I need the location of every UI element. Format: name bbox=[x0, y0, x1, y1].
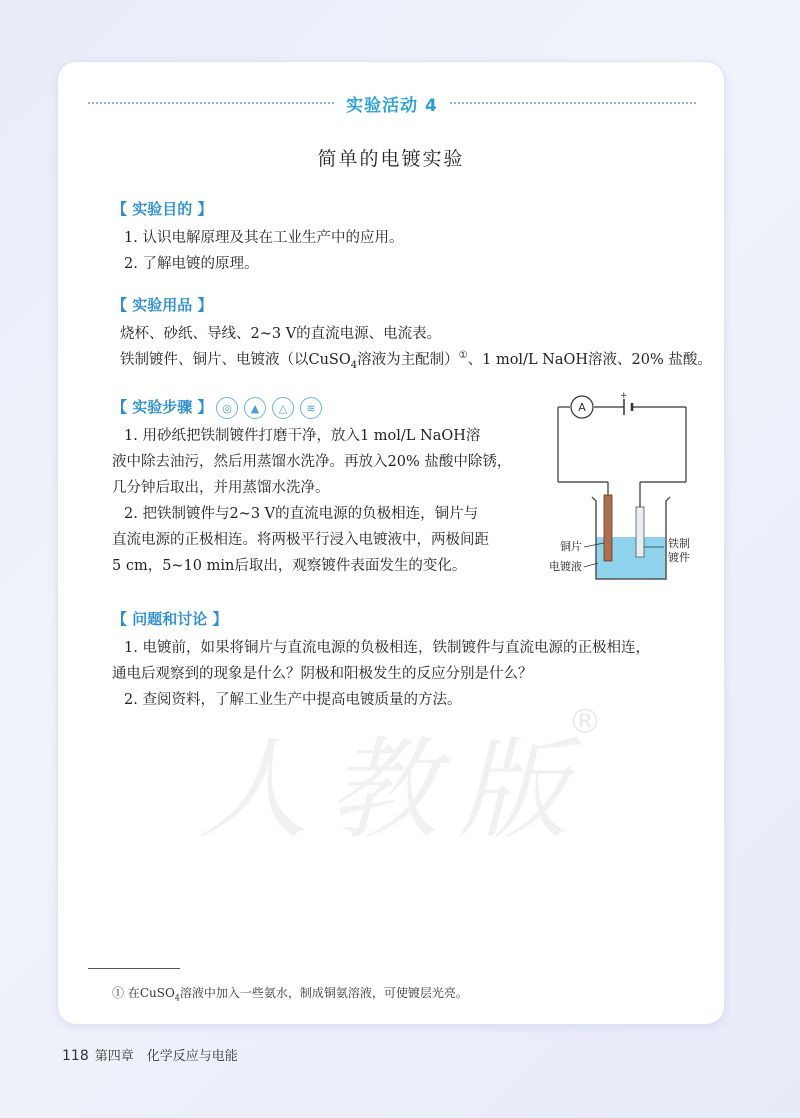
footnote-marker[interactable]: ① bbox=[458, 350, 468, 362]
goggles-icon: ◎ bbox=[216, 397, 238, 419]
materials-line-2-part-b: 溶液为主配制） bbox=[357, 352, 459, 368]
registered-mark: ® bbox=[568, 702, 602, 742]
steps-heading: 【 实验步骤 】 bbox=[112, 398, 213, 416]
steps-line-4: 2. 把铁制镀件与2~3 V的直流电源的负极相连，铜片与 bbox=[124, 506, 479, 522]
safety-icons bbox=[216, 397, 322, 419]
label-iron-1: 铁制 bbox=[668, 537, 690, 550]
hazard-icon: ▲ bbox=[244, 397, 266, 419]
footnote-subscript: 4 bbox=[174, 993, 180, 1003]
dotted-divider-right bbox=[450, 102, 696, 104]
purpose-item-2: 2. 了解电镀的原理。 bbox=[124, 256, 259, 272]
circuit-wires bbox=[558, 407, 686, 507]
materials-line-2-part-a: 铁制镀件、铜片、电镀液（以CuSO bbox=[120, 352, 351, 368]
steps-line-2: 液中除去油污，然后用蒸馏水洗净。再放入20% 盐酸中除锈， bbox=[112, 454, 512, 470]
label-solution: 电镀液 bbox=[549, 560, 582, 573]
steps-line-6: 5 cm，5~10 min后取出，观察镀件表面发生的变化。 bbox=[112, 558, 467, 574]
page-footer bbox=[62, 1045, 238, 1064]
materials-line-2-subscript: 4 bbox=[350, 359, 358, 371]
copper-plate bbox=[604, 495, 612, 561]
discussion-line-2: 通电后观察到的现象是什么？阴极和阳极发生的反应分别是什么？ bbox=[112, 666, 533, 682]
discussion-line-3: 2. 查阅资料，了解工业生产中提高电镀质量的方法。 bbox=[124, 692, 462, 708]
footnote-divider bbox=[88, 968, 180, 969]
purpose-heading: 【 实验目的 】 bbox=[112, 200, 213, 218]
footnote-part-b: 溶液中加入一些氨水，制成铜氨溶液，可使镀层光亮。 bbox=[179, 986, 468, 1000]
footnote bbox=[112, 984, 468, 1002]
activity-title: 实验活动 4 bbox=[346, 95, 438, 116]
label-iron-2: 镀件 bbox=[668, 551, 690, 564]
steps-line-3: 几分钟后取出，并用蒸馏水洗净。 bbox=[112, 480, 330, 496]
materials-heading: 【 实验用品 】 bbox=[112, 296, 213, 314]
materials-line-2-part-c: 、1 mol/L NaOH溶液、20% 盐酸。 bbox=[467, 352, 712, 368]
steps-line-1: 1. 用砂纸把铁制镀件打磨干净，放入1 mol/L NaOH溶 bbox=[124, 428, 481, 444]
electroplating-diagram bbox=[536, 387, 706, 587]
iron-workpiece bbox=[636, 507, 644, 557]
battery-plus-sign: + bbox=[620, 391, 628, 401]
activity-title-bar bbox=[88, 92, 696, 114]
materials-line-1: 烧杯、砂纸、导线、2~3 V的直流电源、电流表。 bbox=[120, 326, 442, 342]
publisher-watermark: 人教版 bbox=[198, 726, 588, 854]
ammeter-label: A bbox=[578, 401, 586, 414]
dotted-divider-left bbox=[88, 102, 334, 104]
discussion-heading: 【 问题和讨论 】 bbox=[112, 610, 228, 628]
materials-line-2 bbox=[120, 348, 712, 371]
main-title: 简单的电镀实验 bbox=[317, 148, 465, 170]
steps-line-5: 直流电源的正极相连。将两极平行浸入电镀液中，两极间距 bbox=[112, 532, 489, 548]
hand-wash-icon: ≋ bbox=[300, 397, 322, 419]
page-card bbox=[58, 62, 724, 1024]
discussion-line-1: 1. 电镀前，如果将铜片与直流电源的负极相连，铁制镀件与直流电源的正极相连， bbox=[124, 640, 650, 656]
purpose-item-1: 1. 认识电解原理及其在工业生产中的应用。 bbox=[124, 230, 404, 246]
label-copper: 铜片 bbox=[560, 540, 582, 553]
chapter-title: 第四章 化学反应与电能 bbox=[94, 1049, 238, 1064]
page-number: 118 bbox=[62, 1048, 89, 1064]
footnote-part-a: ① 在CuSO bbox=[112, 986, 175, 1000]
caution-icon: △ bbox=[272, 397, 294, 419]
